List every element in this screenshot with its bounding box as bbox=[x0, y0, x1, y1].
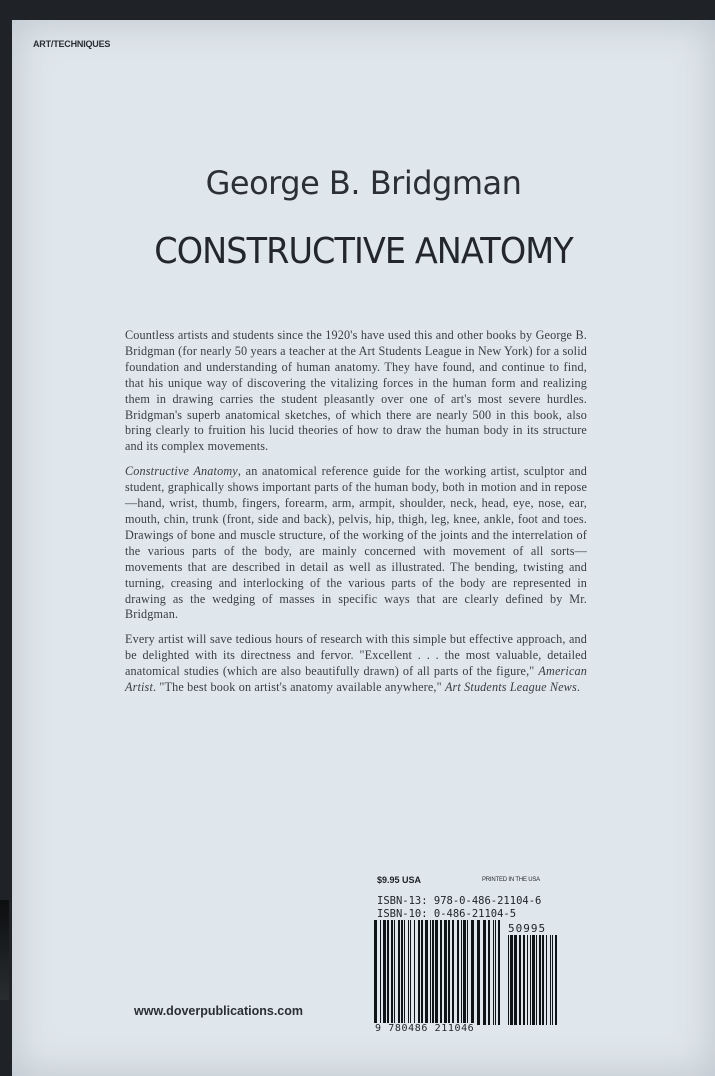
barcode-bar bbox=[444, 920, 447, 1025]
barcode-bar bbox=[532, 935, 535, 1025]
barcode-bar bbox=[432, 920, 434, 1025]
barcode-bar bbox=[404, 920, 405, 1025]
barcode-bar bbox=[457, 920, 459, 1025]
barcode-bar bbox=[508, 935, 509, 1025]
book-title: CONSTRUCTIVE ANATOMY bbox=[154, 231, 573, 272]
blurb-paragraph-1: Countless artists and students since the 1920's have used this and other books by George B. Bridgman (for nearly 50 years a teacher at the Art Students League in New York) for a solid foundation and understanding of human anatomy. They have found, and continue to find, that his unique way of discovering the vitalizing forces in the human form and realizing them in drawing carries the student pleasantly over one of art's most severe hurdles. Bridgman's superb anatomical sketches, of which there are nearly 500 in this book, also bring clearly to fruition his lucid theories of how to draw the human body in its structure and its complex movements. bbox=[125, 328, 587, 454]
barcode-bar bbox=[488, 920, 490, 1025]
barcode-bar bbox=[514, 935, 517, 1025]
author-name: George B. Bridgman bbox=[205, 164, 522, 202]
barcode-bar bbox=[440, 920, 442, 1025]
barcode-bar bbox=[495, 920, 496, 1025]
barcode-bar bbox=[552, 935, 553, 1025]
addon-number: 50995 bbox=[508, 922, 547, 935]
barcode-bar bbox=[414, 920, 415, 1025]
barcode-bar bbox=[542, 935, 544, 1025]
barcode-bar bbox=[387, 920, 389, 1025]
barcode-bar bbox=[536, 935, 537, 1025]
barcode-bar bbox=[418, 920, 420, 1025]
quote-text-2: . "The best book on artist's anatomy available anywhere," bbox=[153, 680, 445, 695]
barcode-bar bbox=[430, 920, 431, 1025]
price-label: $9.95 USA bbox=[377, 875, 422, 885]
barcode-bar bbox=[461, 920, 462, 1025]
barcode-bar bbox=[510, 935, 513, 1025]
blurb-paragraph-2 bbox=[125, 464, 587, 623]
book-back-cover bbox=[12, 20, 715, 1076]
barcode-bar bbox=[523, 935, 525, 1025]
blurb-paragraph-3 bbox=[125, 632, 587, 696]
barcode-bar bbox=[394, 920, 395, 1025]
barcode-bar bbox=[498, 920, 500, 1025]
category-label: ART/TECHNIQUES bbox=[33, 39, 111, 49]
barcode-bar bbox=[421, 920, 423, 1025]
barcode-bar bbox=[550, 935, 551, 1025]
barcode-bar bbox=[477, 920, 480, 1025]
isbn-10: ISBN-10: 0-486-21104-5 bbox=[377, 908, 517, 920]
barcode-bar bbox=[408, 920, 409, 1025]
barcode-bar bbox=[527, 935, 528, 1025]
barcode-bar bbox=[546, 935, 547, 1025]
barcode-bar bbox=[555, 935, 557, 1025]
barcode-bar bbox=[452, 920, 454, 1025]
barcode-bar bbox=[391, 920, 393, 1025]
barcode-bar bbox=[383, 920, 386, 1025]
addon-barcode-icon bbox=[506, 935, 561, 1025]
isbn-block bbox=[377, 895, 541, 921]
source-league-news: Art Students League News bbox=[444, 680, 577, 695]
barcode-bar bbox=[401, 920, 403, 1025]
barcode-bar bbox=[410, 920, 411, 1025]
barcode-bar bbox=[471, 920, 474, 1025]
barcode-bar bbox=[463, 920, 466, 1025]
source-american-artist: American Artist bbox=[125, 664, 587, 695]
barcode-bar bbox=[380, 920, 381, 1025]
barcode-icon bbox=[372, 920, 502, 1025]
barcode-bar bbox=[493, 920, 494, 1025]
barcode-bar bbox=[483, 920, 486, 1025]
barcode-bar bbox=[467, 920, 468, 1025]
barcode-bar bbox=[539, 935, 541, 1025]
isbn-13: ISBN-13: 978-0-486-21104-6 bbox=[377, 895, 542, 907]
barcode-bar bbox=[374, 920, 377, 1025]
barcode-bar bbox=[398, 920, 400, 1025]
quote-end: . bbox=[576, 680, 581, 695]
barcode-bar bbox=[530, 935, 531, 1025]
printed-label: PRINTED IN THE USA bbox=[482, 877, 540, 883]
blurb-text bbox=[125, 328, 587, 705]
publisher-website: www.doverpublications.com bbox=[134, 1004, 304, 1018]
background-edge bbox=[0, 900, 9, 1000]
book-title-italic: Constructive Anatomy bbox=[125, 464, 238, 479]
barcode-number: 9 780486 211046 bbox=[375, 1023, 475, 1034]
barcode-bar bbox=[519, 935, 521, 1025]
barcode-bar bbox=[448, 920, 450, 1025]
barcode-bar bbox=[425, 920, 428, 1025]
quote-text-1: Every artist will save tedious hours of research with this simple but effective approach, and be delighted with its directness and fervor. "Excellent . . . the most valuable, detailed anatomical studies (which are also beautifully drawn) of all parts of the figure," bbox=[125, 632, 587, 679]
barcode-bar bbox=[435, 920, 438, 1025]
blurb-paragraph-2-text: , an anatomical reference guide for the working artist, sculptor and student, graphically shows important parts of the human body, both in motion and in repose—hand, wrist, thumb, fingers, forearm, arm, armpit, shoulder, neck, head, eye, nose, ear, mouth, chin, trunk (front, side and back), pelvis, hip, thigh, leg, knee, ankle, foot and toes. Drawings of bone and muscle structure, of the working of the joints and the interrelation of the various parts of the body, are mainly concerned with movement of all sorts—movements that are described in detail as well as illustrated. The bending, twisting and turning, creasing and interlocking of the various parts of the body are represented in drawing as the wedging of masses in specific ways that are clearly defined by Mr. Bridgman. bbox=[125, 464, 587, 622]
